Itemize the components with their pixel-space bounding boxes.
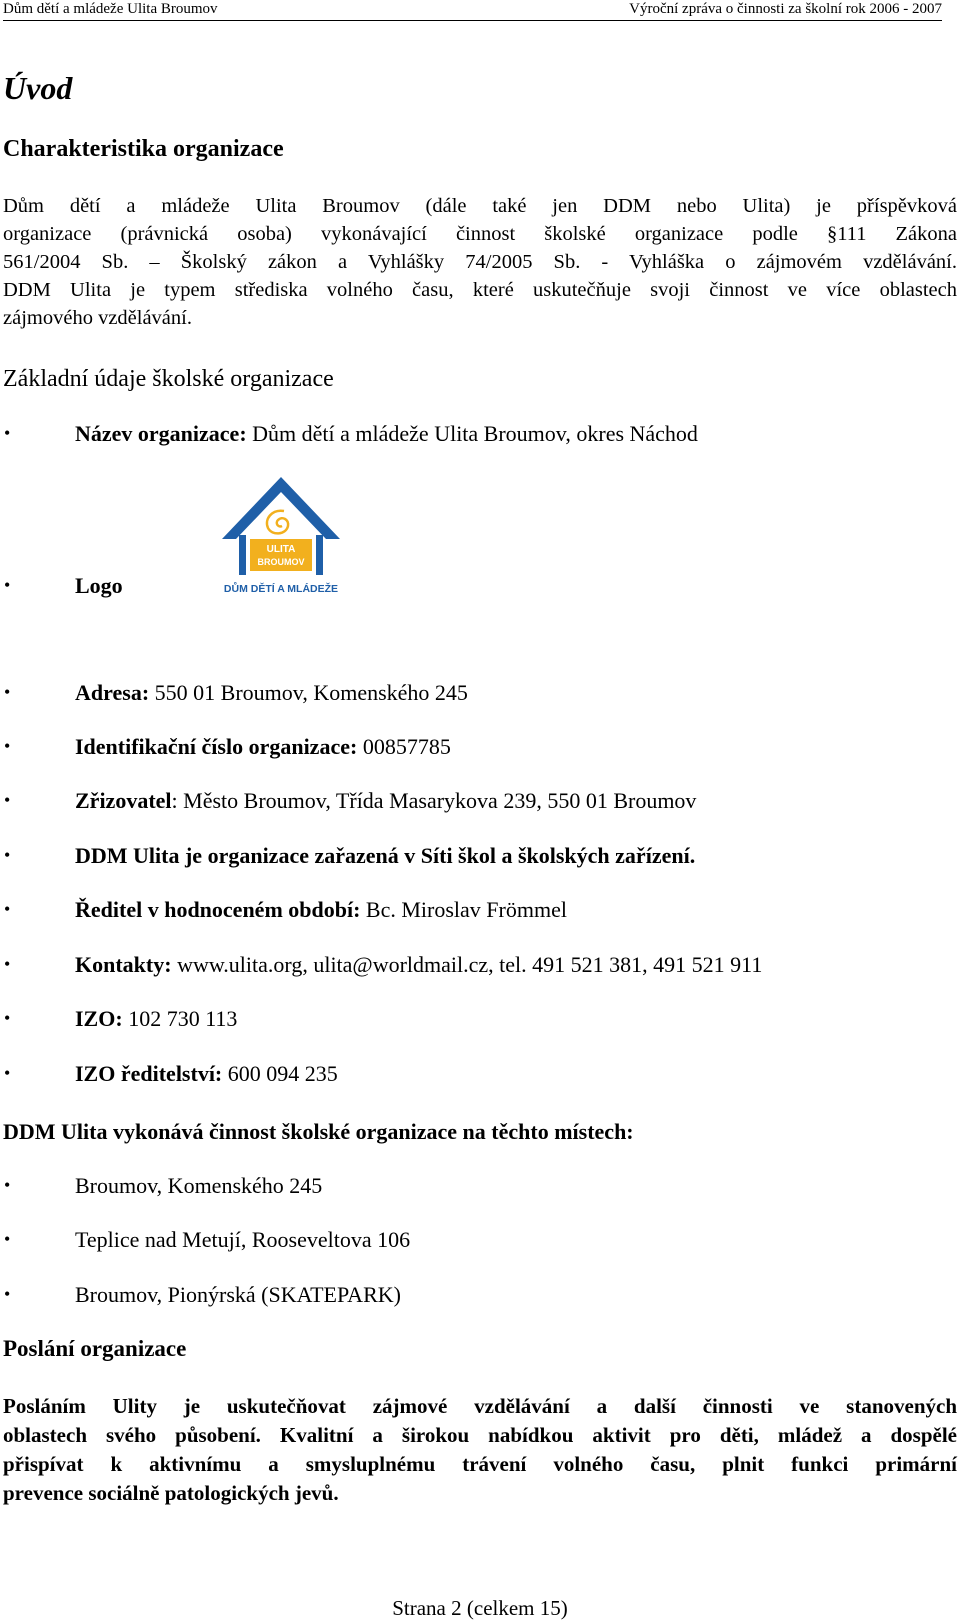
item-label: Logo xyxy=(75,573,123,598)
characteristics-line: organizace (právnická osoba) vykonávající činnost školské organizace podle §111 Zákona xyxy=(3,223,957,245)
item-label: IZO: xyxy=(75,1006,123,1031)
bullet-icon: • xyxy=(4,1229,11,1249)
bullet-icon: • xyxy=(4,790,11,810)
place-text: Broumov, Pionýrská (SKATEPARK) xyxy=(75,1282,401,1307)
bullet-icon: • xyxy=(4,575,11,595)
place-text: Broumov, Komenského 245 xyxy=(75,1173,323,1198)
header-org-name: Dům dětí a mládeže Ulita Broumov xyxy=(3,1,218,17)
logo-text-ulita: ULITA xyxy=(266,544,296,555)
bullet-icon: • xyxy=(4,954,11,974)
bullet-icon: • xyxy=(4,682,11,702)
item-label: Zřizovatel xyxy=(75,788,172,813)
item-value: 102 730 113 xyxy=(122,1006,238,1031)
bullet-icon: • xyxy=(4,845,11,865)
header-rule xyxy=(3,20,942,21)
item-value: Dům dětí a mládeže Ulita Broumov, okres Náchod xyxy=(246,421,698,446)
logo-roof xyxy=(222,477,340,539)
heading-places: DDM Ulita vykonává činnost školské organizace na těchto místech: xyxy=(3,1119,634,1144)
item-label: Ředitel v hodnoceném období: xyxy=(75,897,361,922)
header-report-title: Výroční zpráva o činnosti za školní rok 2006 - 2007 xyxy=(629,1,942,17)
characteristics-line: Dům dětí a mládeže Ulita Broumov (dále také jen DDM nebo Ulita) je příspěvková xyxy=(3,195,957,217)
bullet-icon: • xyxy=(4,736,11,756)
item-label: Identifikační číslo organizace: xyxy=(75,734,358,759)
page-footer: Strana 2 (celkem 15) xyxy=(392,1596,568,1620)
bullet-icon: • xyxy=(4,1063,11,1083)
characteristics-line: DDM Ulita je typem střediska volného času, které uskutečňuje svoji činnost ve více oblastech xyxy=(3,279,957,301)
bullet-icon: • xyxy=(4,899,11,919)
mission-line: přispívat k aktivnímu a smysluplnému trávení volného času, plnit funkci primární xyxy=(3,1452,957,1476)
item-value: 600 094 235 xyxy=(222,1061,338,1086)
logo-wall-left xyxy=(239,535,246,575)
logo-wall-right xyxy=(316,535,323,575)
item-label: Název organizace: xyxy=(75,421,247,446)
page-header xyxy=(0,0,960,20)
logo-text-broumov: BROUMOV xyxy=(257,557,305,567)
heading-basic-data: Základní údaje školské organizace xyxy=(3,366,334,392)
bullet-icon: • xyxy=(4,1284,11,1304)
mission-line: Posláním Ulity je uskutečňovat zájmové vzdělávání a další činnosti ve stanovených xyxy=(3,1394,957,1418)
place-text: Teplice nad Metují, Rooseveltova 106 xyxy=(75,1227,411,1252)
item-value: Bc. Miroslav Frömmel xyxy=(360,897,567,922)
item-value: : Město Broumov, Třída Masarykova 239, 550 01 Broumov xyxy=(171,788,697,813)
item-value: www.ulita.org, ulita@worldmail.cz, tel. 491 521 381, 491 521 911 xyxy=(171,952,763,977)
item-label: IZO ředitelství: xyxy=(75,1061,223,1086)
bullet-icon: • xyxy=(4,1008,11,1028)
item-label: Kontakty: xyxy=(75,952,172,977)
bullet-icon: • xyxy=(4,423,11,443)
bullet-icon: • xyxy=(4,1175,11,1195)
characteristics-paragraph xyxy=(3,192,957,332)
page-title: Úvod xyxy=(3,70,73,106)
mission-paragraph xyxy=(3,1392,957,1508)
snail-shell-icon xyxy=(267,511,288,534)
item-label: Adresa: xyxy=(75,680,150,705)
mission-line: oblastech svého působení. Kvalitní a širokou nabídkou aktivit pro děti, mládež a dospělé xyxy=(3,1423,957,1447)
logo-caption: DŮM DĚTÍ A MLÁDEŽE xyxy=(223,583,339,595)
item-value: 00857785 xyxy=(357,734,451,759)
ulita-logo xyxy=(220,475,342,599)
item-label: DDM Ulita je organizace zařazená v Síti škol a školských zařízení. xyxy=(75,843,696,868)
mission-line: prevence sociálně patologických jevů. xyxy=(3,1481,339,1505)
heading-mission: Poslání organizace xyxy=(3,1336,187,1361)
item-value: 550 01 Broumov, Komenského 245 xyxy=(149,680,468,705)
characteristics-line: 561/2004 Sb. – Školský zákon a Vyhlášky 74/2005 Sb. - Vyhláška o zájmovém vzdělávání. xyxy=(3,251,957,273)
heading-characteristics: Charakteristika organizace xyxy=(3,136,284,162)
characteristics-line: zájmového vzdělávání. xyxy=(3,307,192,329)
